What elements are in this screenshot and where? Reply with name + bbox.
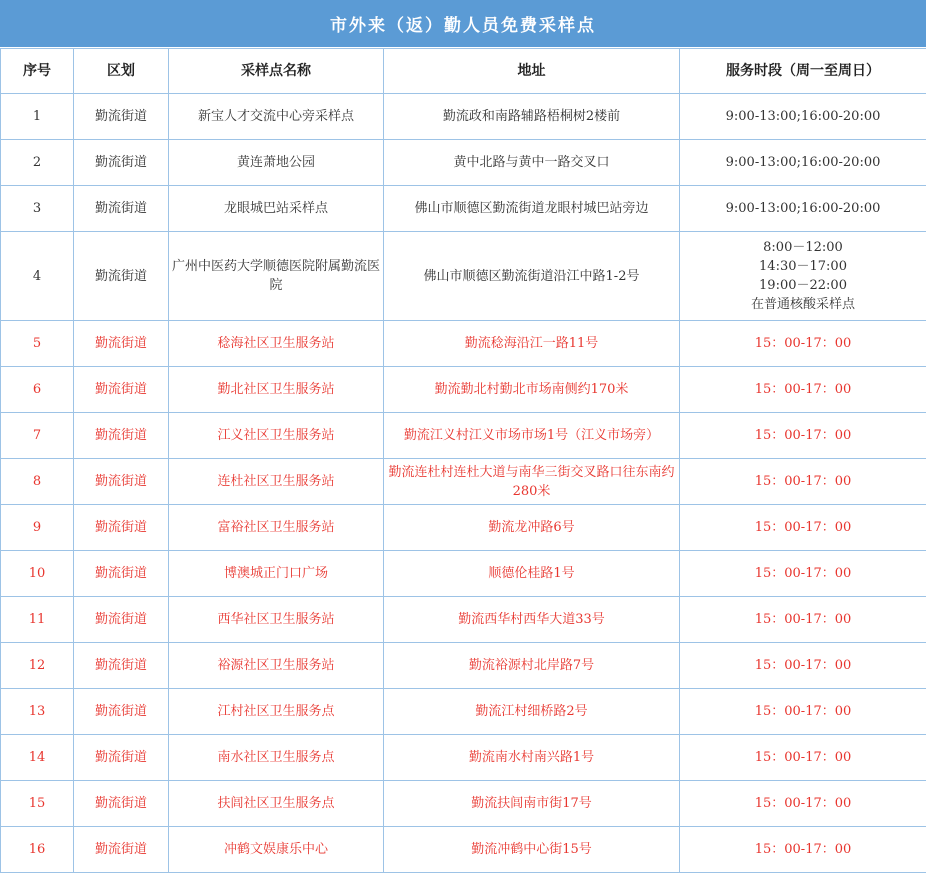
cell-no: 9 (1, 505, 74, 551)
cell-name: 新宝人才交流中心旁采样点 (169, 94, 384, 140)
cell-time: 15：00-17：00 (680, 367, 926, 413)
cell-time: 15：00-17：00 (680, 643, 926, 689)
table-row (1, 140, 926, 186)
cell-district: 勤流街道 (74, 186, 169, 232)
header-cell-address: 地址 (384, 49, 680, 94)
cell-address: 勤流扶闾南市街17号 (384, 781, 680, 827)
cell-district: 勤流街道 (74, 140, 169, 186)
cell-address: 勤流连杜村连杜大道与南华三街交叉路口往东南约280米 (384, 459, 680, 505)
cell-time (680, 232, 926, 321)
cell-name: 西华社区卫生服务站 (169, 597, 384, 643)
table-row (1, 643, 926, 689)
cell-name: 扶闾社区卫生服务点 (169, 781, 384, 827)
cell-district: 勤流街道 (74, 551, 169, 597)
cell-district: 勤流街道 (74, 321, 169, 367)
cell-time: 15：00-17：00 (680, 735, 926, 781)
cell-district: 勤流街道 (74, 597, 169, 643)
cell-address: 黄中北路与黄中一路交叉口 (384, 140, 680, 186)
cell-no: 13 (1, 689, 74, 735)
cell-district: 勤流街道 (74, 827, 169, 873)
cell-no: 5 (1, 321, 74, 367)
table-row (1, 367, 926, 413)
cell-no: 8 (1, 459, 74, 505)
cell-no: 16 (1, 827, 74, 873)
cell-district: 勤流街道 (74, 735, 169, 781)
cell-address: 佛山市顺德区勤流街道龙眼村城巴站旁边 (384, 186, 680, 232)
cell-address: 勤流西华村西华大道33号 (384, 597, 680, 643)
cell-address: 勤流龙冲路6号 (384, 505, 680, 551)
table-row (1, 413, 926, 459)
cell-name: 黄连萧地公园 (169, 140, 384, 186)
cell-name: 裕源社区卫生服务站 (169, 643, 384, 689)
cell-district: 勤流街道 (74, 781, 169, 827)
cell-name: 冲鹤文娱康乐中心 (169, 827, 384, 873)
cell-name: 富裕社区卫生服务站 (169, 505, 384, 551)
cell-time: 15：00-17：00 (680, 597, 926, 643)
cell-time: 9:00-13:00;16:00-20:00 (680, 140, 926, 186)
header-cell-name: 采样点名称 (169, 49, 384, 94)
cell-name: 江义社区卫生服务站 (169, 413, 384, 459)
cell-address: 勤流南水村南兴路1号 (384, 735, 680, 781)
cell-address: 勤流勤北村勤北市场南侧约170米 (384, 367, 680, 413)
cell-no: 10 (1, 551, 74, 597)
sampling-points-table (0, 48, 926, 873)
table-row (1, 232, 926, 321)
time-line: 19:00－22:00 (682, 276, 924, 295)
cell-no: 3 (1, 186, 74, 232)
cell-address: 勤流江村细桥路2号 (384, 689, 680, 735)
header-row (1, 49, 926, 94)
cell-district: 勤流街道 (74, 459, 169, 505)
cell-address: 勤流稔海沿江一路11号 (384, 321, 680, 367)
cell-district: 勤流街道 (74, 413, 169, 459)
cell-name: 南水社区卫生服务点 (169, 735, 384, 781)
cell-no: 11 (1, 597, 74, 643)
cell-address: 勤流江义村江义市场市场1号（江义市场旁） (384, 413, 680, 459)
cell-name: 广州中医药大学顺德医院附属勤流医院 (169, 232, 384, 321)
table-row (1, 459, 926, 505)
cell-time: 15：00-17：00 (680, 459, 926, 505)
page-title: 市外来（返）勤人员免费采样点 (0, 0, 926, 48)
table-row (1, 735, 926, 781)
cell-time: 15：00-17：00 (680, 321, 926, 367)
cell-no: 2 (1, 140, 74, 186)
cell-district: 勤流街道 (74, 689, 169, 735)
cell-time: 15：00-17：00 (680, 689, 926, 735)
cell-no: 1 (1, 94, 74, 140)
cell-no: 4 (1, 232, 74, 321)
table-row (1, 551, 926, 597)
table-row (1, 827, 926, 873)
cell-time: 15：00-17：00 (680, 827, 926, 873)
cell-name: 江村社区卫生服务点 (169, 689, 384, 735)
cell-time: 9:00-13:00;16:00-20:00 (680, 94, 926, 140)
cell-district: 勤流街道 (74, 232, 169, 321)
cell-no: 12 (1, 643, 74, 689)
cell-district: 勤流街道 (74, 505, 169, 551)
cell-address: 勤流冲鹤中心街15号 (384, 827, 680, 873)
table-row (1, 186, 926, 232)
cell-time: 15：00-17：00 (680, 413, 926, 459)
table-row (1, 94, 926, 140)
cell-name: 勤北社区卫生服务站 (169, 367, 384, 413)
cell-time: 9:00-13:00;16:00-20:00 (680, 186, 926, 232)
table-row (1, 781, 926, 827)
cell-district: 勤流街道 (74, 643, 169, 689)
header-cell-district: 区划 (74, 49, 169, 94)
header-cell-time: 服务时段（周一至周日） (680, 49, 926, 94)
cell-no: 15 (1, 781, 74, 827)
header-cell-no: 序号 (1, 49, 74, 94)
cell-district: 勤流街道 (74, 94, 169, 140)
table-row (1, 505, 926, 551)
cell-name: 连杜社区卫生服务站 (169, 459, 384, 505)
cell-time: 15：00-17：00 (680, 781, 926, 827)
cell-address: 勤流政和南路辅路梧桐树2楼前 (384, 94, 680, 140)
time-line: 8:00－12:00 (682, 238, 924, 257)
time-line: 14:30－17:00 (682, 257, 924, 276)
cell-no: 6 (1, 367, 74, 413)
table-row (1, 597, 926, 643)
cell-time: 15：00-17：00 (680, 551, 926, 597)
cell-name: 博澳城正门口广场 (169, 551, 384, 597)
table-row (1, 689, 926, 735)
time-note: 在普通核酸采样点 (682, 295, 924, 314)
cell-name: 龙眼城巴站采样点 (169, 186, 384, 232)
cell-name: 稔海社区卫生服务站 (169, 321, 384, 367)
cell-address: 佛山市顺德区勤流街道沿江中路1-2号 (384, 232, 680, 321)
cell-no: 14 (1, 735, 74, 781)
cell-no: 7 (1, 413, 74, 459)
cell-address: 顺德伦桂路1号 (384, 551, 680, 597)
cell-district: 勤流街道 (74, 367, 169, 413)
table-row (1, 321, 926, 367)
cell-time: 15：00-17：00 (680, 505, 926, 551)
cell-address: 勤流裕源村北岸路7号 (384, 643, 680, 689)
